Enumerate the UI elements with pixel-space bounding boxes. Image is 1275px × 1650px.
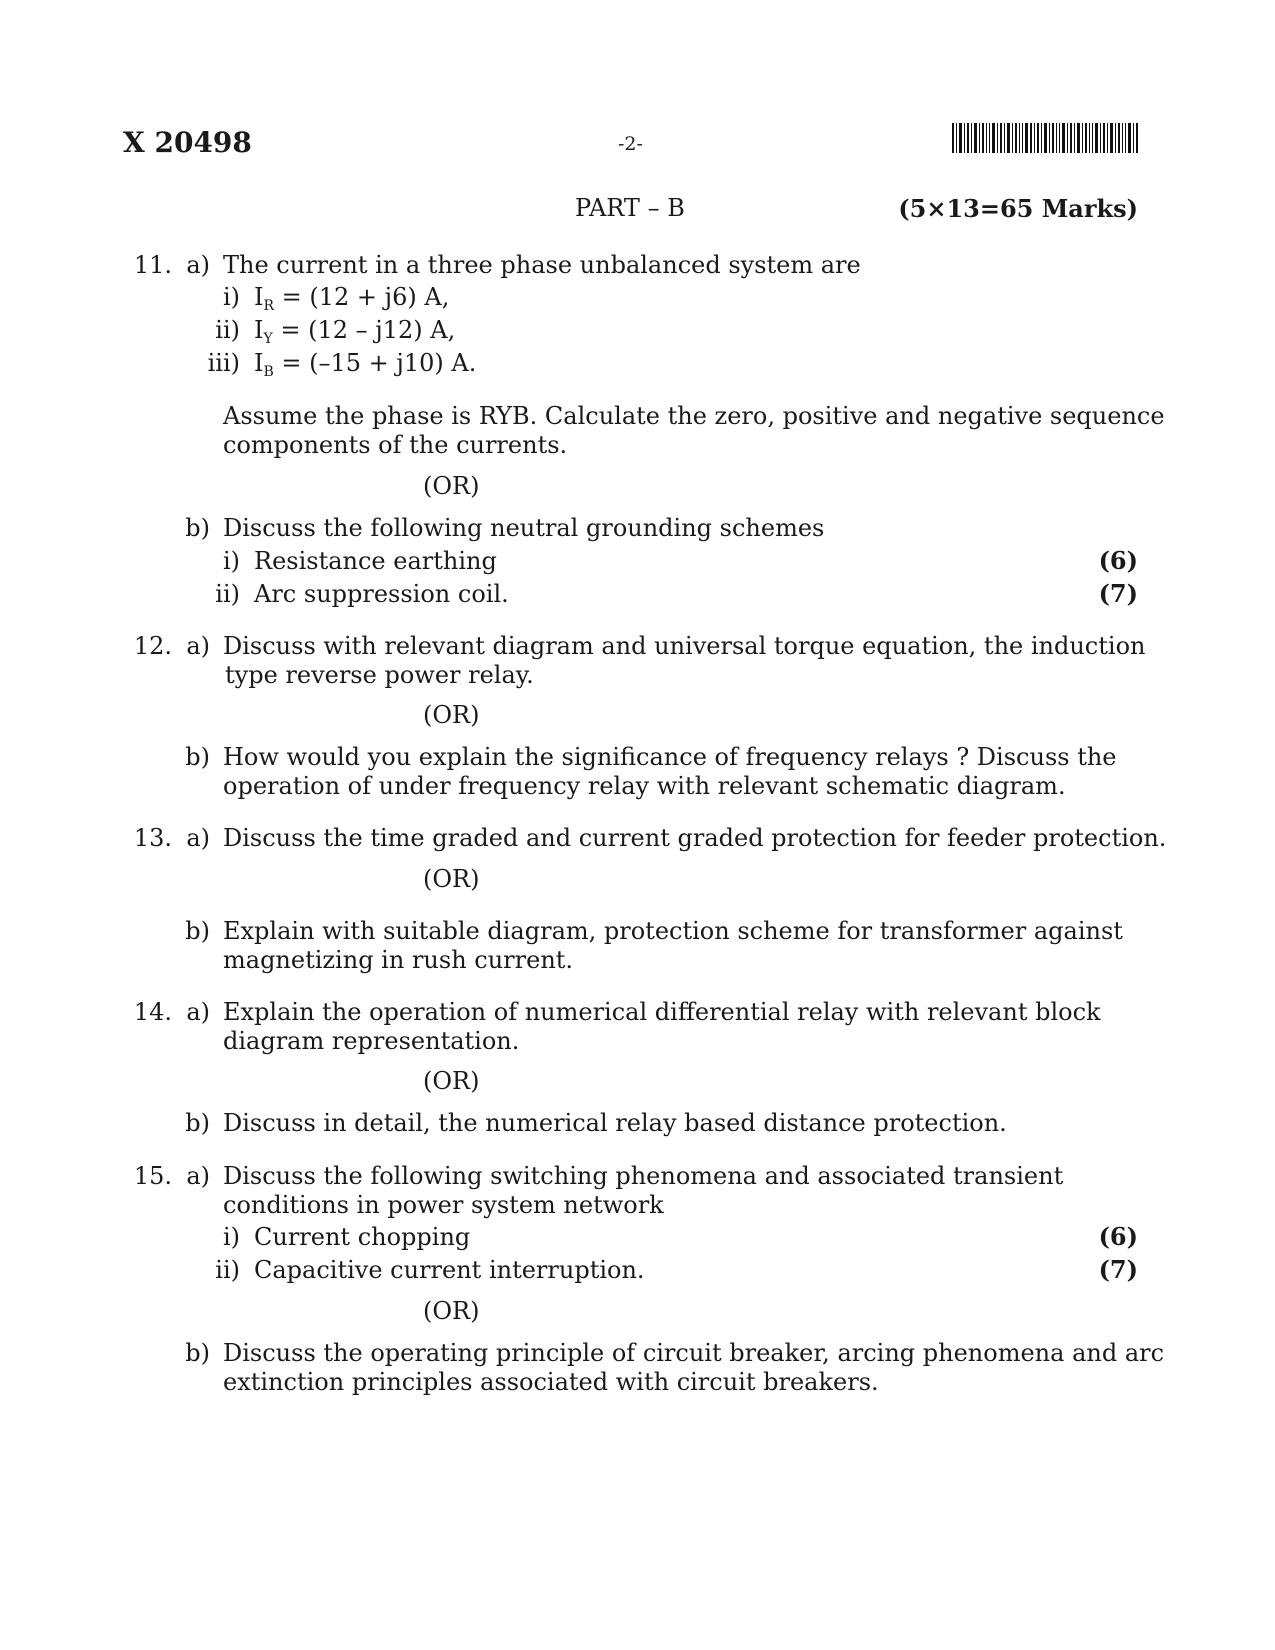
or-label: (OR) <box>423 472 480 500</box>
sub-label: a) <box>186 1162 210 1190</box>
question-text: Discuss the following neutral grounding schemes <box>223 514 825 542</box>
item-text: Capacitive current interruption. <box>254 1256 645 1284</box>
question-text: Explain with suitable diagram, protection scheme for transformer against <box>223 917 1123 945</box>
item-marks: (7) <box>1098 1255 1138 1284</box>
question-text: Discuss in detail, the numerical relay based distance protection. <box>223 1109 1007 1137</box>
total-marks: (5×13=65 Marks) <box>898 194 1138 223</box>
sub-label: b) <box>185 917 210 945</box>
question-text: Discuss with relevant diagram and universal torque equation, the induction <box>223 632 1146 660</box>
paper-code: X 20498 <box>123 126 252 159</box>
question-number: 14. <box>133 998 172 1026</box>
question-text: diagram representation. <box>223 1027 520 1055</box>
or-label: (OR) <box>423 701 480 729</box>
or-label: (OR) <box>423 865 480 893</box>
question-text: operation of under frequency relay with relevant schematic diagram. <box>223 772 1066 800</box>
item-number: i) <box>222 547 240 575</box>
question-text: Discuss the following switching phenomena and associated transient <box>223 1162 1064 1190</box>
item-text: Resistance earthing <box>254 547 497 575</box>
equation-ib: $I_B = (-15 + j10)$ A. <box>254 349 477 380</box>
part-title: PART – B <box>575 194 685 222</box>
item-number: ii) <box>215 316 240 344</box>
item-number: ii) <box>215 1256 240 1284</box>
question-number: 13. <box>133 824 172 852</box>
item-number: iii) <box>207 349 240 377</box>
question-text: Assume the phase is RYB. Calculate the zero, positive and negative sequence <box>223 402 1165 430</box>
equation-iy: $I_Y = (12 - j12)$ A, <box>254 316 456 347</box>
sub-label: a) <box>186 251 210 279</box>
question-number: 12. <box>133 632 172 660</box>
question-text: Discuss the operating principle of circuit breaker, arcing phenomena and arc <box>223 1339 1165 1367</box>
equation-ir: $I_R = (12 + j6)$ A, <box>254 283 450 314</box>
question-text: components of the currents. <box>223 431 568 459</box>
question-text: magnetizing in rush current. <box>223 946 574 974</box>
sub-label: b) <box>185 743 210 771</box>
sub-label: b) <box>185 514 210 542</box>
sub-label: a) <box>186 998 210 1026</box>
question-number: 15. <box>133 1162 172 1190</box>
item-marks: (7) <box>1098 579 1138 608</box>
sub-label: a) <box>186 824 210 852</box>
question-text: extinction principles associated with circuit breakers. <box>223 1368 879 1396</box>
sub-label: b) <box>185 1339 210 1367</box>
sub-label: b) <box>185 1109 210 1137</box>
item-marks: (6) <box>1098 1222 1138 1251</box>
question-text: The current in a three phase unbalanced system are <box>223 251 861 279</box>
barcode-icon <box>952 123 1138 153</box>
question-text: type reverse power relay. <box>225 661 534 689</box>
question-text: conditions in power system network <box>223 1191 664 1219</box>
item-text: Arc suppression coil. <box>254 580 509 608</box>
question-text: Explain the operation of numerical differential relay with relevant block <box>223 998 1101 1026</box>
item-marks: (6) <box>1098 546 1138 575</box>
or-label: (OR) <box>423 1067 480 1095</box>
item-number: ii) <box>215 580 240 608</box>
question-number: 11. <box>133 251 172 279</box>
sub-label: a) <box>186 632 210 660</box>
item-text: Current chopping <box>254 1223 471 1251</box>
or-label: (OR) <box>423 1297 480 1325</box>
question-text: How would you explain the significance of frequency relays ? Discuss the <box>223 743 1117 771</box>
question-text: Discuss the time graded and current graded protection for feeder protection. <box>223 824 1167 852</box>
item-number: i) <box>222 283 240 311</box>
page-number: -2- <box>618 133 643 155</box>
item-number: i) <box>222 1223 240 1251</box>
